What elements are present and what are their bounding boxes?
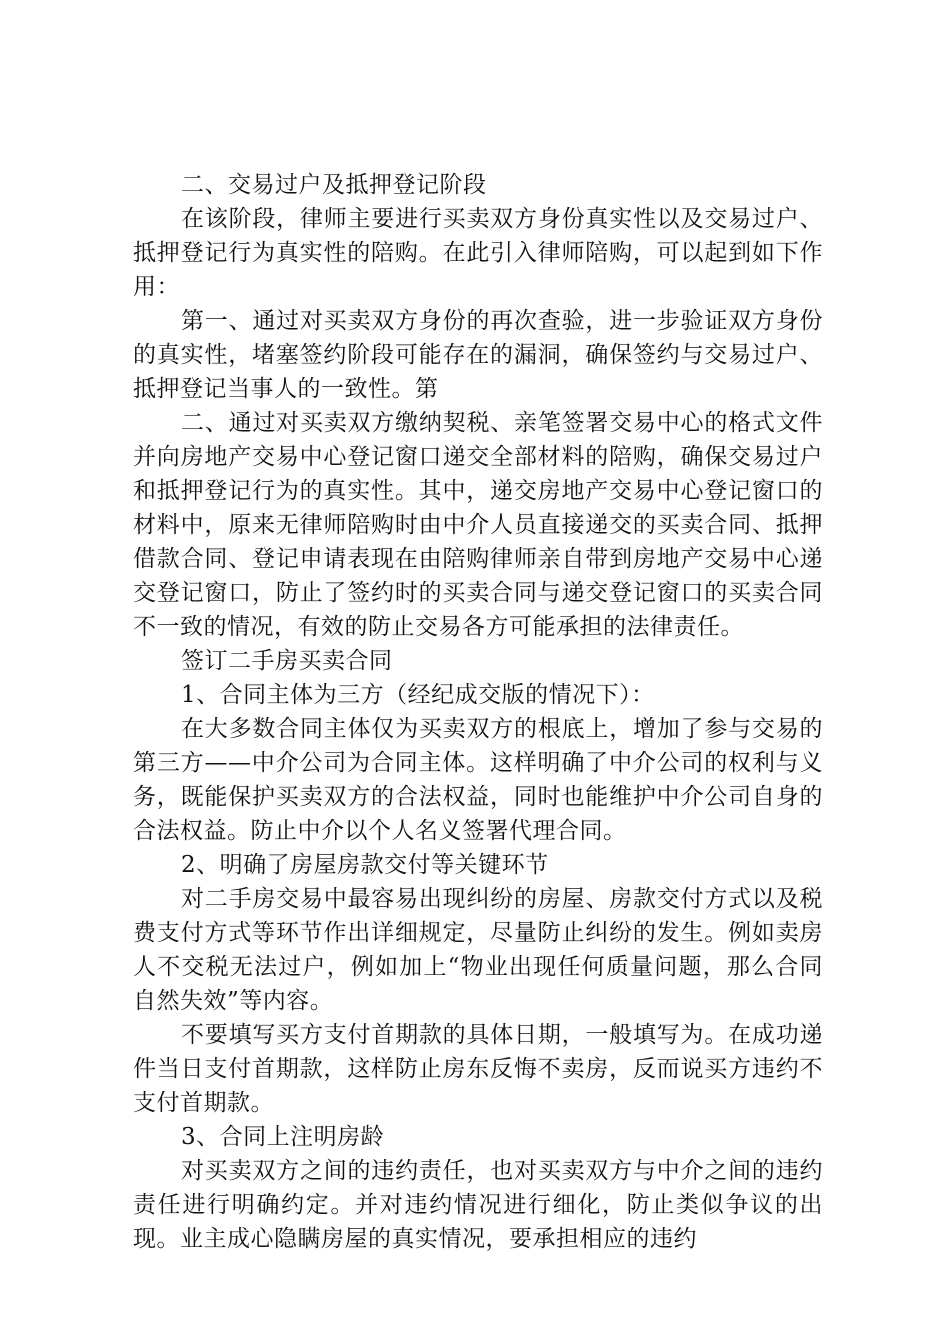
paragraph-delivery-terms: 对二手房交易中最容易出现纠纷的房屋、房款交付方式以及税费支付方式等环节作出详细规定，尽量防止纠纷的发生。例如卖房人不交税无法过户，例如加上“物业出现任何质量问题，那么合同自然失效”等内容。 (133, 886, 823, 1014)
item-heading-2: 2、明确了房屋房款交付等关键环节 (181, 852, 549, 878)
item-heading-3: 3、合同上注明房龄 (181, 1124, 385, 1150)
paragraph-down-payment: 不要填写买方支付首期款的具体日期，一般填写为。在成功递件当日支付首期款，这样防止房东反悔不卖房，反而说买方违约不支付首期款。 (133, 1022, 823, 1116)
paragraph-second-effect: 二、通过对买卖双方缴纳契税、亲笔签署交易中心的格式文件并向房地产交易中心登记窗口递交全部材料的陪购，确保交易过户和抵押登记行为的真实性。其中，递交房地产交易中心登记窗口的材料中，原来无律师陪购时由中介人员直接递交的买卖合同、抵押借款合同、登记申请表现在由陪购律师亲自带到房地产交易中心递交登记窗口，防止了签约时的买卖合同与递交登记窗口的买卖合同不一致的情况，有效的防止交易各方可能承担的法律责任。 (133, 410, 823, 640)
section-heading-contract: 签订二手房买卖合同 (181, 648, 393, 674)
document-body (133, 168, 823, 1256)
paragraph-liability: 对买卖双方之间的违约责任，也对买卖双方与中介之间的违约责任进行明确约定。并对违约情况进行细化，防止类似争议的出现。业主成心隐瞒房屋的真实情况，要承担相应的违约 (133, 1158, 823, 1252)
paragraph-first-effect: 第一、通过对买卖双方身份的再次查验，进一步验证双方身份的真实性，堵塞签约阶段可能存在的漏洞，确保签约与交易过户、抵押登记当事人的一致性。第 (133, 308, 823, 402)
paragraph-contract-parties: 在大多数合同主体仅为买卖双方的根底上，增加了参与交易的第三方——中介公司为合同主体。这样明确了中介公司的权利与义务，既能保护买卖双方的合法权益，同时也能维护中介公司自身的合法权益。防止中介以个人名义签署代理合同。 (133, 716, 823, 844)
section-heading-transfer: 二、交易过户及抵押登记阶段 (181, 172, 487, 198)
paragraph-intro: 在该阶段，律师主要进行买卖双方身份真实性以及交易过户、抵押登记行为真实性的陪购。在此引入律师陪购，可以起到如下作用： (133, 206, 823, 300)
item-heading-1: 1、合同主体为三方（经纪成交版的情况下）： (181, 682, 655, 708)
